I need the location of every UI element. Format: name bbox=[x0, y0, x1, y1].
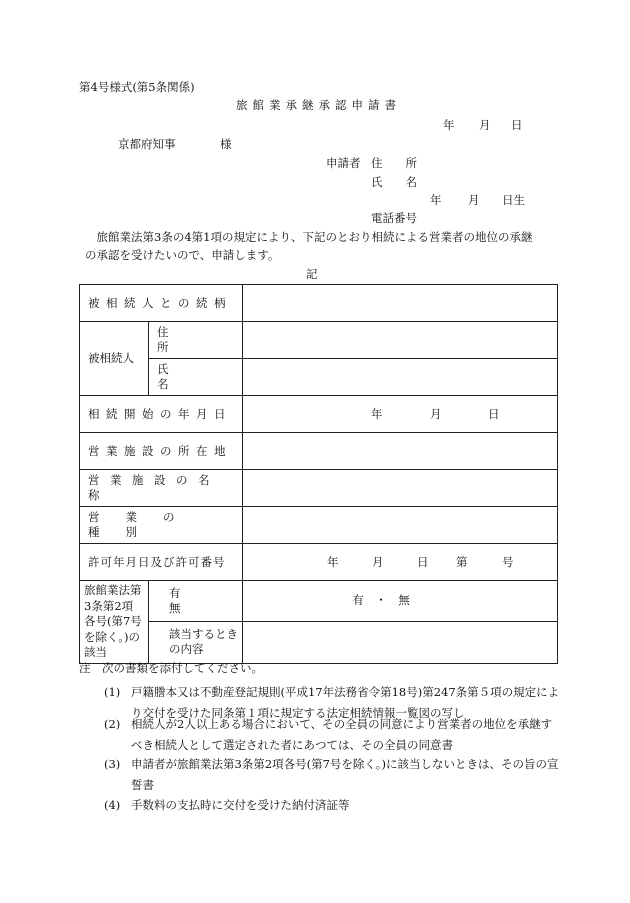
birth-year: 年 bbox=[430, 193, 442, 207]
business-type-label: 営業の種別 bbox=[88, 510, 201, 539]
applicant-name-label: 氏 名 bbox=[371, 175, 417, 189]
decedent-name-label: 氏名 bbox=[157, 362, 219, 391]
date-day: 日 bbox=[511, 118, 523, 132]
applicant-label: 申請者 bbox=[326, 156, 361, 170]
note-item bbox=[104, 795, 562, 817]
row-decedent-address bbox=[80, 322, 558, 359]
applicant-address-label: 住 所 bbox=[371, 156, 417, 170]
details-cell[interactable] bbox=[243, 621, 558, 663]
decedent-label: 被相続人 bbox=[80, 322, 149, 396]
applicant-phone-label: 電話番号 bbox=[371, 211, 417, 225]
intro-line-1: 旅館業法第3条の4第1項の規定により、下記のとおり相続による営業者の地位の承継 bbox=[85, 230, 533, 244]
permit-label: 許可年月日及び許可番号 bbox=[88, 554, 226, 569]
note-number: (1) bbox=[104, 685, 121, 699]
note-number: (4) bbox=[104, 798, 121, 812]
permit-month: 月 bbox=[372, 555, 384, 569]
note-text: 申請者が旅館業法第3条第2項各号(第7号を除く。)に該当しないときは、その旨の宣誓書 bbox=[131, 757, 559, 792]
start-month: 月 bbox=[430, 407, 442, 421]
inheritance-start-cell[interactable] bbox=[243, 396, 558, 433]
relation-value-cell[interactable] bbox=[243, 285, 558, 322]
presence-cell[interactable] bbox=[243, 581, 558, 622]
article-label: 旅館業法第3条第2項各号(第7号を除く。)の該当 bbox=[80, 581, 149, 664]
presence-value: 有 ・ 無 bbox=[352, 593, 410, 608]
recipient-suffix: 様 bbox=[220, 137, 232, 151]
row-inheritance-start bbox=[80, 396, 558, 433]
business-type-cell[interactable] bbox=[243, 507, 558, 544]
decedent-name-cell[interactable] bbox=[243, 359, 558, 396]
note-item bbox=[104, 754, 562, 796]
note-item bbox=[104, 714, 562, 756]
birth-month: 月 bbox=[468, 193, 480, 207]
row-permit bbox=[80, 544, 558, 581]
note-text: 戸籍謄本又は不動産登記規則(平成17年法務省令第18号)第247条第５項の規定により交付を受けた同条第１項に規定する法定相続情報一覧図の写し bbox=[131, 685, 560, 720]
row-decedent-name bbox=[80, 359, 558, 396]
permit-cell[interactable] bbox=[243, 544, 558, 581]
row-details bbox=[80, 621, 558, 663]
inheritance-start-label: 相続開始の年月日 bbox=[88, 406, 232, 421]
facility-location-cell[interactable] bbox=[243, 433, 558, 470]
note-text: 手数料の支払時に交付を受けた納付済証等 bbox=[131, 798, 350, 812]
facility-name-cell[interactable] bbox=[243, 470, 558, 507]
date-year: 年 bbox=[443, 118, 455, 132]
form-number: 第4号様式(第5条関係) bbox=[79, 80, 195, 94]
recipient: 京都府知事 bbox=[118, 137, 176, 151]
start-day: 日 bbox=[488, 407, 500, 421]
facility-name-label: 営業施設の名称 bbox=[88, 473, 220, 502]
permit-go: 号 bbox=[502, 555, 514, 569]
notes-heading: 注 次の書類を添付してください。 bbox=[79, 661, 263, 675]
facility-location-label: 営業施設の所在地 bbox=[88, 443, 232, 458]
details-label: 該当するときの内容 bbox=[169, 626, 238, 657]
note-number: (3) bbox=[104, 757, 121, 771]
row-relation bbox=[80, 285, 558, 322]
intro-line-2: の承認を受けたいので、申請します。 bbox=[85, 248, 280, 262]
permit-day: 日 bbox=[417, 555, 429, 569]
permit-no: 第 bbox=[456, 555, 468, 569]
start-year: 年 bbox=[371, 407, 383, 421]
decedent-address-label: 住所 bbox=[157, 325, 219, 354]
birth-day: 日生 bbox=[502, 193, 525, 207]
date-month: 月 bbox=[479, 118, 491, 132]
row-facility-name bbox=[80, 470, 558, 507]
note-number: (2) bbox=[104, 717, 121, 731]
row-business-type bbox=[80, 507, 558, 544]
note-text: 相続人が2人以上ある場合において、その全員の同意により営業者の地位を承継すべき相続人として選定された者にあつては、その全員の同意書 bbox=[131, 717, 553, 752]
decedent-address-cell[interactable] bbox=[243, 322, 558, 359]
ki-label: 記 bbox=[306, 267, 318, 281]
application-table bbox=[79, 284, 558, 664]
relation-label: 被相続人との続柄 bbox=[88, 295, 232, 310]
presence-label: 有無 bbox=[169, 585, 215, 615]
permit-year: 年 bbox=[327, 555, 339, 569]
page-title: 旅館業承継承認申請書 bbox=[236, 98, 401, 112]
row-facility-location bbox=[80, 433, 558, 470]
row-presence bbox=[80, 581, 558, 622]
